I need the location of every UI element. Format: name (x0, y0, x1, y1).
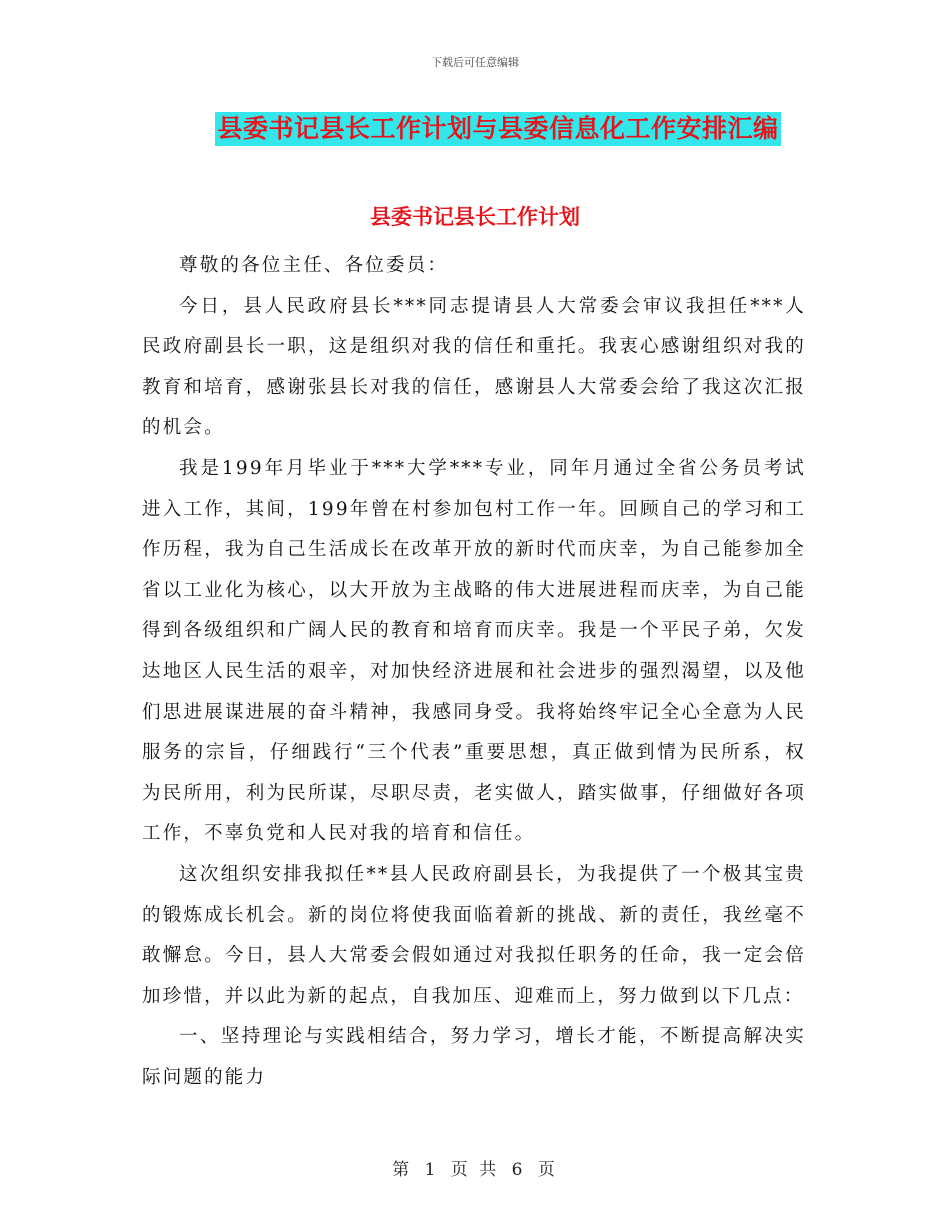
document-title-container (0, 112, 950, 146)
page-label-suffix: 页 (537, 1160, 558, 1180)
page-label-prefix: 第 (392, 1160, 413, 1180)
total-pages: 6 (511, 1160, 526, 1180)
paragraph: 我是199年月毕业于***大学***专业，同年月通过全省公务员考试进入工作，其间，199年曾在村参加包村工作一年。回顾自己的学习和工作历程，我为自己生活成长在改革开放的新时代而庆幸，为自己能参加全省以工业化为核心，以大开放为主战略的伟大进展进程而庆幸，为自己能得到各级组织和广阔人民的教育和培育而庆幸。我是一个平民子弟，欠发达地区人民生活的艰辛，对加快经济进展和社会进步的强烈渴望，以及他们思进展谋进展的奋斗精神，我感同身受。我将始终牢记全心全意为人民服务的宗旨，仔细践行“三个代表”重要思想，真正做到情为民所系，权为民所用，利为民所谋，尽职尽责，老实做人，踏实做事，仔细做好各项工作，不辜负党和人民对我的培育和信任。 (142, 457, 806, 845)
paragraph: 这次组织安排我拟任**县人民政府副县长，为我提供了一个极其宝贵的锻炼成长机会。新的岗位将使我面临着新的挑战、新的责任，我丝毫不敢懈怠。今日，县人大常委会假如通过对我拟任职务的任命，我一定会倍加珍惜，并以此为新的起点，自我加压、迎难而上，努力做到以下几点： (142, 863, 806, 1007)
paragraph: 一、坚持理论与实践相结合，努力学习，增长才能，不断提高解决实际问题的能力 (142, 1026, 806, 1088)
header-note: 下载后可任意编辑 (431, 56, 519, 69)
document-title: 县委书记县长工作计划与县委信息化工作安排汇编 (215, 112, 780, 146)
page-number: 1 (424, 1160, 439, 1180)
paragraph-salutation: 尊敬的各位主任、各位委员： (179, 255, 449, 276)
section-title: 县委书记县长工作计划 (370, 205, 580, 229)
page-footer (0, 1155, 950, 1180)
page-label-mid: 页 共 (450, 1160, 500, 1180)
paragraph: 今日，县人民政府县长***同志提请县人大常委会审议我担任***人民政府副县长一职，这是组织对我的信任和重托。我衷心感谢组织对我的教育和培育，感谢张县长对我的信任，感谢县人大常委会给了我这次汇报的机会。 (142, 295, 806, 439)
document-body (142, 246, 806, 1098)
